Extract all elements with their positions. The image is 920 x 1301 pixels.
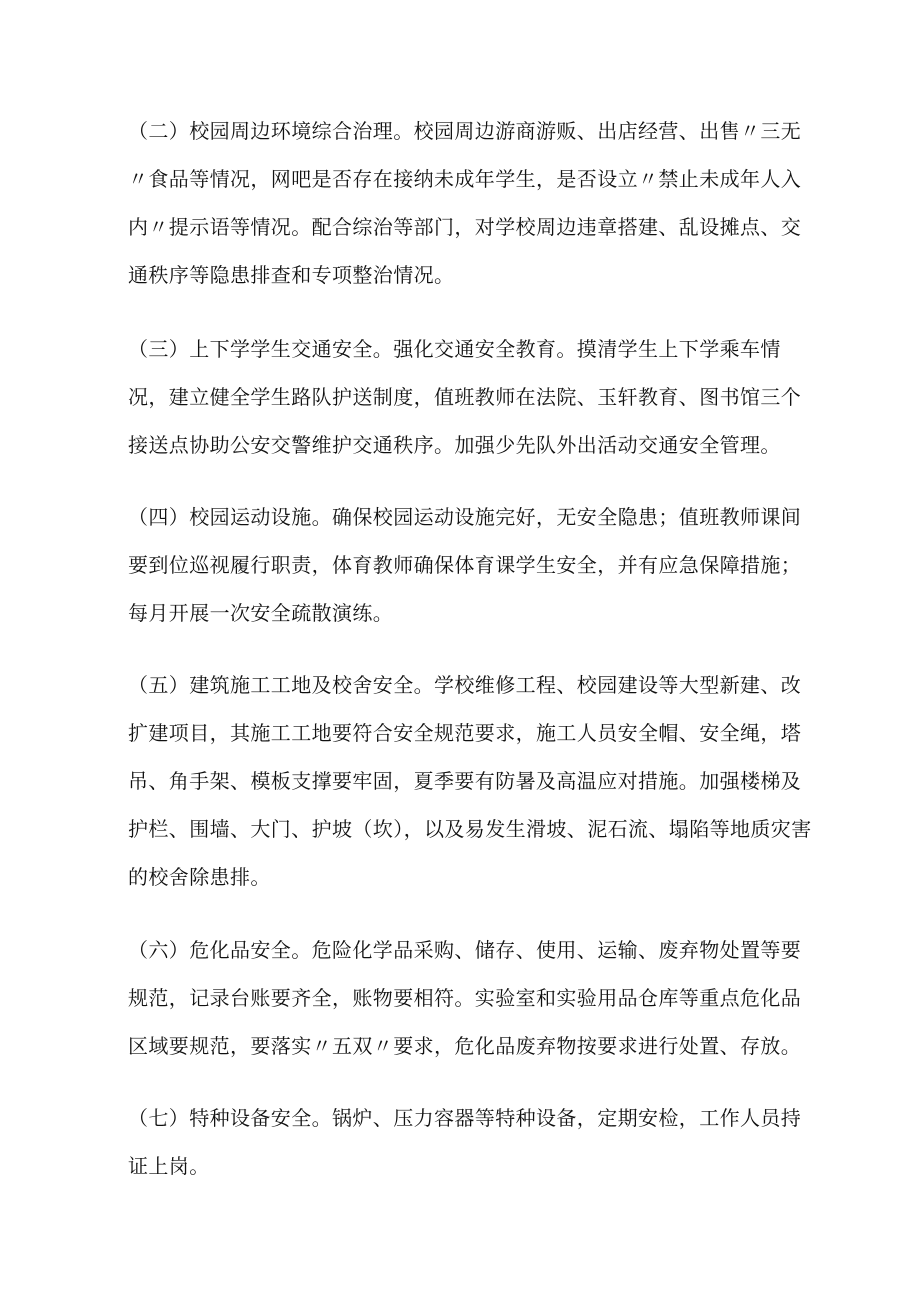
- paragraph-sports-facilities: （四）校园运动设施。确保校园运动设施完好，无安全隐患；值班教师课间要到位巡视履行职责，体育教师确保体育课学生安全，并有应急保障措施；每月开展一次安全疏散演练。: [128, 505, 802, 625]
- paragraph-traffic-safety: （三）上下学学生交通安全。强化交通安全教育。摸清学生上下学乘车情况，建立健全学生路队护送制度，值班教师在法院、玉轩教育、图书馆三个接送点协助公安交警维护交通秩序。加强少先队外出活动交通安全管理。: [128, 337, 802, 457]
- paragraph-special-equipment: （七）特种设备安全。锅炉、压力容器等特种设备，定期安检，工作人员持证上岗。: [128, 1106, 802, 1178]
- paragraph-construction-safety: （五）建筑施工工地及校舍安全。学校维修工程、校园建设等大型新建、改扩建项目，其施工工地要符合安全规范要求，施工人员安全帽、安全绳，塔吊、角手架、模板支撑要牢固，夏季要有防暑及高温应对措施。加强楼梯及护栏、围墙、大门、护坡（坎），以及易发生滑坡、泥石流、塌陷等地质灾害的校舍除患排。: [128, 673, 812, 889]
- paragraph-hazardous-chemicals: （六）危化品安全。危险化学品采购、储存、使用、运输、废弃物处置等要规范，记录台账要齐全，账物要相符。实验室和实验用品仓库等重点危化品区域要规范，要落实〃五双〃要求，危化品废弃物按要求进行处置、存放。: [128, 938, 802, 1058]
- paragraph-campus-surroundings: （二）校园周边环境综合治理。校园周边游商游贩、出店经营、出售〃三无〃食品等情况，网吧是否存在接纳未成年学生，是否设立〃禁止未成年人入内〃提示语等情况。配合综治等部门，对学校周边违章搭建、乱设摊点、交通秩序等隐患排查和专项整治情况。: [128, 119, 802, 287]
